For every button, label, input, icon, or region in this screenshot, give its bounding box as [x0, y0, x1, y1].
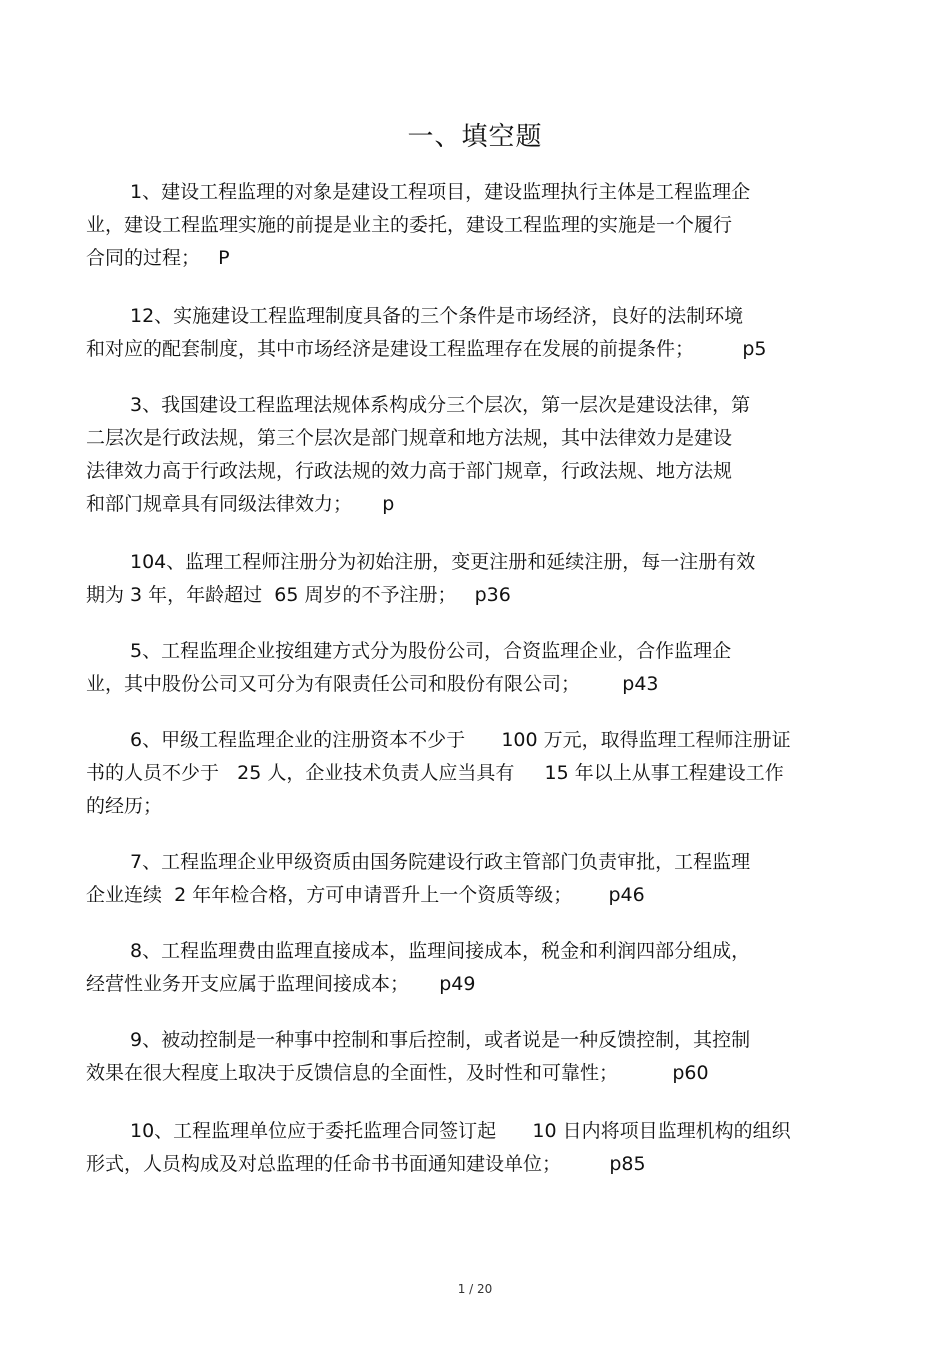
question-line: 5、工程监理企业按组建方式分为股份公司，合资监理企业，合作监理企 — [130, 640, 732, 662]
question-line: 和部门规章具有同级法律效力； p — [86, 493, 395, 515]
question-line: 业，建设工程监理实施的前提是业主的委托，建设工程监理的实施是一个履行 — [86, 214, 733, 236]
question-line: 10、工程监理单位应于委托监理合同签订起 10 日内将项目监理机构的组织 — [130, 1120, 791, 1142]
section-title: 一、填空题 — [407, 122, 543, 152]
question-line: 形式，人员构成及对总监理的任命书书面通知建设单位； p85 — [86, 1153, 646, 1175]
question-line: 3、我国建设工程监理法规体系构成分三个层次，第一层次是建设法律，第 — [130, 394, 751, 416]
question-line: 104、监理工程师注册分为初始注册，变更注册和延续注册，每一注册有效 — [130, 551, 756, 573]
question-line: 合同的过程； P — [86, 247, 230, 269]
question-line: 经营性业务开支应属于监理间接成本； p49 — [86, 973, 476, 995]
question-line: 法律效力高于行政法规，行政法规的效力高于部门规章，行政法规、地方法规 — [86, 460, 733, 482]
question-line: 业，其中股份公司又可分为有限责任公司和股份有限公司； p43 — [86, 673, 659, 695]
question-line: 8、工程监理费由监理直接成本，监理间接成本，税金和利润四部分组成， — [130, 940, 751, 962]
page-number: 1 / 20 — [457, 1282, 493, 1296]
question-line: 期为 3 年，年龄超过 65 周岁的不予注册； p36 — [86, 584, 511, 606]
question-line: 1、建设工程监理的对象是建设工程项目，建设监理执行主体是工程监理企 — [130, 181, 751, 203]
question-line: 书的人员不少于 25 人，企业技术负责人应当具有 15 年以上从事工程建设工作 — [86, 762, 784, 784]
question-line: 企业连续 2 年年检合格，方可申请晋升上一个资质等级； p46 — [86, 884, 645, 906]
question-line: 二层次是行政法规，第三个层次是部门规章和地方法规，其中法律效力是建设 — [86, 427, 733, 449]
question-line: 9、被动控制是一种事中控制和事后控制，或者说是一种反馈控制，其控制 — [130, 1029, 751, 1051]
question-line: 12、实施建设工程监理制度具备的三个条件是市场经济，良好的法制环境 — [130, 305, 744, 327]
question-line: 效果在很大程度上取决于反馈信息的全面性，及时性和可靠性； p60 — [86, 1062, 709, 1084]
question-line: 6、甲级工程监理企业的注册资本不少于 100 万元，取得监理工程师注册证 — [130, 729, 791, 751]
question-line: 和对应的配套制度，其中市场经济是建设工程监理存在发展的前提条件； p5 — [86, 338, 767, 360]
question-line: 7、工程监理企业甲级资质由国务院建设行政主管部门负责审批，工程监理 — [130, 851, 751, 873]
question-line: 的经历； — [86, 795, 163, 817]
